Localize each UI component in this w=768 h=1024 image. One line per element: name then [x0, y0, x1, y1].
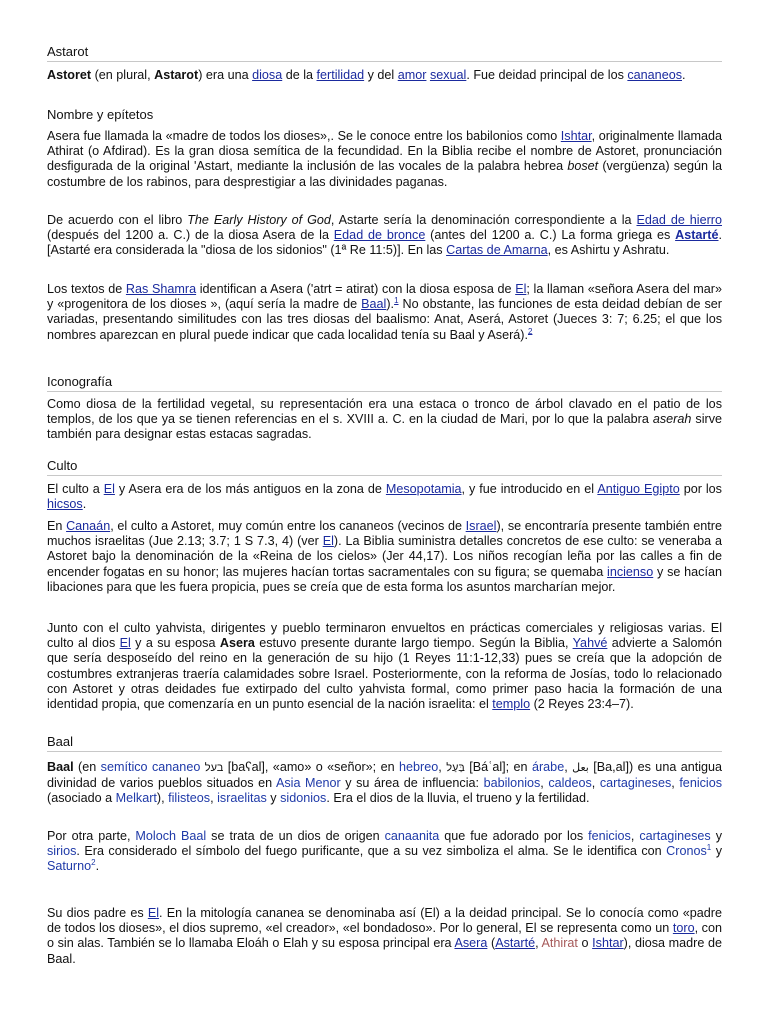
section-heading: Culto: [47, 458, 722, 476]
link-babilonios[interactable]: babilonios: [483, 776, 541, 791]
text-run: ).: [386, 297, 395, 312]
text-run: y del: [364, 68, 398, 82]
text-run: Como diosa de la fertilidad vegetal, su representación era una estaca o tronco de árbol clavado en el patio de los templos, de los que ya se tienen referencias en el s. XVIII a. C. en la ciudad de Mari, por lo que la palabra: [47, 397, 722, 427]
link-mesopotamia[interactable]: Mesopotamia: [385, 482, 462, 496]
footnote-ref-2[interactable]: 2: [91, 858, 96, 868]
text-run: y: [711, 844, 723, 859]
text-run: [Ba,al]) es una antigua divinidad de varios pueblos situados en: [47, 760, 723, 791]
text-run: . Fue deidad principal de los: [466, 68, 628, 82]
term-bold: Baal: [47, 760, 74, 774]
text-run: (después del 1200 a. C.) de la diosa Asera de la: [47, 228, 334, 243]
script-hebrew: בַּעַל: [446, 762, 465, 774]
text-run: El culto a: [47, 482, 104, 496]
term-bold: Astoret: [47, 68, 92, 82]
link-hicsos[interactable]: hicsos: [47, 497, 83, 512]
link-israel[interactable]: Israel: [465, 519, 497, 533]
section-heading: Iconografía: [47, 374, 722, 392]
text-run: Su dios padre es: [47, 906, 148, 920]
link-asera[interactable]: Asera: [454, 936, 488, 951]
link-fenicios[interactable]: fenicios: [679, 776, 723, 791]
text-run: (antes del 1200 a. C.) La forma griega es: [425, 228, 676, 243]
link-cartagineses[interactable]: cartagineses: [599, 776, 672, 791]
text-run: .: [95, 859, 100, 874]
link-cananeos[interactable]: cananeos: [627, 68, 682, 82]
script-arabic: بعل: [572, 762, 589, 774]
text-run: , y fue introducido en el: [461, 482, 598, 496]
text-run: (en plural,: [91, 68, 155, 82]
link-incienso[interactable]: incienso: [607, 564, 654, 579]
link-toro[interactable]: toro: [672, 921, 695, 936]
script-semitic: בעל: [204, 762, 224, 774]
text-run: ) era una: [198, 68, 253, 82]
link-cartas-de-amarna[interactable]: Cartas de Amarna: [446, 243, 548, 258]
text-run: , es Ashirtu y Ashratu.: [547, 243, 670, 258]
link-israelitas[interactable]: israelitas: [217, 791, 267, 806]
link-templo[interactable]: templo: [492, 697, 531, 712]
text-run: y: [266, 791, 281, 806]
link-el[interactable]: El: [147, 906, 160, 920]
term-italic: aserah: [652, 412, 692, 427]
text-run: Por otra parte,: [47, 829, 136, 843]
link-hebreo[interactable]: hebreo: [399, 760, 439, 774]
text-run: ). La Biblia suministra detalles concretos de ese culto: se veneraba a Astoret bajo la denominación de la «Reina de los cielos» (Jer 44,17). Los niños recogían leña por las calles a fin de encender fogatas en su honor; las mujeres hacían tortas sacramentales con su figura; se quemaba: [47, 534, 723, 579]
text-run: .: [82, 497, 87, 512]
section-baal: [47, 734, 722, 752]
text-run: (en: [73, 760, 101, 774]
link-el[interactable]: El: [322, 534, 334, 549]
text-run: En: [47, 519, 67, 533]
link-caldeos[interactable]: caldeos: [548, 776, 592, 791]
text-run: .: [682, 68, 686, 82]
link-astarte[interactable]: Astarté: [495, 936, 536, 951]
section-iconografia: [47, 374, 722, 392]
link-canaanita[interactable]: canaanita: [384, 829, 440, 843]
link-diosa[interactable]: diosa: [252, 68, 283, 82]
paragraph-text: [47, 68, 722, 83]
link-antiguo-egipto[interactable]: Antiguo Egipto: [597, 482, 680, 496]
paragraph-text: [47, 213, 722, 259]
paragraph-text: [47, 397, 722, 443]
paragraph-text: [47, 760, 722, 807]
footnote-ref-1[interactable]: 1: [706, 843, 712, 853]
text-run: (vergüenza) según la costumbre de los rabinos, para desprestigiar a las divinidades paganas.: [47, 159, 723, 189]
text-run: Junto con el culto yahvista, dirigentes y pueblo terminaron envueltos en prácticas comerciales y religiosas varias. El culto al dios: [47, 621, 722, 651]
paragraph-ras-shamra: [47, 282, 722, 343]
link-canaan[interactable]: Canaán: [66, 519, 111, 533]
text-run: [baʕal], «amo» o «señor»; en: [223, 760, 400, 774]
link-el[interactable]: El: [103, 482, 115, 496]
text-run: ,: [535, 936, 542, 951]
footnote-ref-2[interactable]: 2: [527, 326, 533, 336]
link-ishtar[interactable]: Ishtar: [560, 129, 592, 143]
section-astarot: [47, 44, 722, 62]
section-heading: Baal: [47, 734, 722, 752]
text-run: estuvo presente durante largo tiempo. Según la Biblia,: [254, 636, 573, 651]
paragraph-el: [47, 906, 722, 967]
link-melkart[interactable]: Melkart: [115, 791, 157, 806]
text-run: ,: [210, 791, 218, 806]
link-fertilidad[interactable]: fertilidad: [316, 68, 365, 82]
paragraph-text: [47, 519, 722, 595]
text-run: . Era el dios de la lluvia, el trueno y la fertilidad.: [326, 791, 590, 806]
paragraph-text: [47, 906, 722, 967]
text-run: ,: [438, 760, 447, 774]
text-run: identifican a Asera ('atrt = atirat) con la diosa esposa de: [196, 282, 516, 296]
paragraph-text: [47, 482, 722, 512]
footnote-ref-1[interactable]: 1: [394, 296, 399, 306]
link-el[interactable]: El: [515, 282, 527, 296]
text-run: que fue adorado por los: [439, 829, 589, 843]
link-edad-de-hierro[interactable]: Edad de hierro: [636, 213, 722, 227]
link-asia-menor[interactable]: Asia Menor: [275, 776, 341, 791]
text-run: por los: [679, 482, 722, 496]
text-run: . En la mitología cananea se denominaba así (El) a la deidad principal. Se lo conocía como «padre de todos los dioses», el dios supremo, «el creador», «el bondadoso». Por lo general, El se representa como un: [47, 906, 723, 936]
link-baal[interactable]: Baal: [361, 297, 387, 312]
link-yahve[interactable]: Yahvé: [572, 636, 608, 651]
link-cartagineses[interactable]: cartagineses: [639, 829, 711, 843]
link-fenicios[interactable]: fenicios: [588, 829, 631, 843]
text-run: se trata de un dios de origen: [206, 829, 385, 843]
text-run: ), se encontraría presente también entre muchos israelitas (Jue 2.13; 3.7; 1 S 7.3, 4) (ver: [47, 519, 722, 549]
text-run: y se hacían libaciones para que les fuera propicia, pues se creía que de esta forma los asuntos marcharían mejor.: [47, 564, 722, 594]
text-run: , originalmente llamada Athirat (o Afdirad). Es la gran diosa semítica de la fecundidad. En la Biblia recibe el nombre de Astoret, pronunciación desfigurada de la original 'Astart, mediante la inclusión de las vocales de la palabra hebrea: [47, 129, 722, 174]
link-athirat[interactable]: Athirat: [541, 936, 578, 951]
term-italic: boset: [567, 159, 599, 174]
text-run: [Báʿal]; en: [464, 760, 532, 774]
text-run: De acuerdo con el libro: [47, 213, 188, 227]
text-run: y: [710, 829, 722, 843]
paragraph-moloch: [47, 829, 722, 875]
text-run: y su área de influencia:: [340, 776, 484, 791]
text-run: , el culto a Astoret, muy común entre los cananeos (vecinos de: [110, 519, 466, 533]
text-run: o: [577, 936, 593, 951]
text-run: ),: [156, 791, 169, 806]
text-run: Los textos de: [47, 282, 126, 296]
text-run: ; la llaman «señora Asera del mar» y «progenitora de los dioses », (aquí sería la madre de: [47, 282, 723, 312]
subheading-nombre: [47, 107, 722, 122]
link-ras-shamra[interactable]: Ras Shamra: [125, 282, 197, 296]
term-bold: Astarot: [154, 68, 199, 82]
text-run: ), diosa madre de Baal.: [47, 936, 722, 966]
paragraph-text: [47, 282, 722, 343]
link-amor[interactable]: amor: [397, 68, 427, 82]
paragraph-asera: [47, 129, 722, 190]
link-arabe[interactable]: árabe: [531, 760, 565, 774]
text-run: de la: [282, 68, 317, 82]
link-cananeo[interactable]: cananeo: [152, 760, 201, 774]
text-run: . Era considerado el símbolo del fuego purificante, que a su vez simboliza el alma. Se le identifica con: [76, 844, 667, 859]
text-run: (asociado a: [47, 791, 116, 806]
section-heading: Astarot: [47, 44, 722, 62]
text-run: , Astarte sería la denominación correspondiente a la: [330, 213, 637, 227]
link-sirios[interactable]: sirios: [47, 844, 77, 859]
text-run: ,: [630, 829, 640, 843]
paragraph-text: [47, 621, 722, 712]
paragraph-text: [47, 129, 722, 190]
paragraph-culto-el: [47, 482, 722, 512]
text-run: ,: [671, 776, 680, 791]
link-saturno[interactable]: Saturno: [47, 859, 92, 874]
term-italic: The Early History of God: [187, 213, 331, 227]
section-culto: [47, 458, 722, 476]
paragraph-intro: [47, 68, 722, 83]
link-moloch-baal[interactable]: Moloch Baal: [135, 829, 207, 843]
paragraph-iconografia: [47, 397, 722, 443]
text-run: ,: [564, 760, 573, 774]
paragraph-yahvista: [47, 621, 722, 712]
paragraph-baal: [47, 760, 722, 807]
link-sidonios[interactable]: sidonios: [280, 791, 327, 806]
text-run: . [Astarté era considerada la "diosa de los sidonios" (1ª Re 11:5)]. En las: [47, 228, 722, 258]
text-run: sirve también para designar estas estacas sagradas.: [47, 412, 722, 442]
term-bold: Asera: [219, 636, 255, 651]
link-astarte[interactable]: Astarté: [675, 228, 719, 243]
subheading-text: Nombre y epítetos: [47, 107, 154, 122]
link-el[interactable]: El: [119, 636, 131, 651]
text-run: ,: [591, 776, 600, 791]
paragraph-text: [47, 829, 722, 875]
link-edad-de-bronce[interactable]: Edad de bronce: [333, 228, 426, 243]
text-run: y Asera era de los más antiguos en la zona de: [114, 482, 386, 496]
text-run: , con o sin alas. También se lo llamaba Eloáh o Elah y su esposa principal era: [47, 921, 722, 951]
link-filisteos[interactable]: filisteos: [168, 791, 211, 806]
paragraph-canaan: [47, 519, 722, 595]
paragraph-early-history: [47, 213, 722, 259]
text-run: Asera fue llamada la «madre de todos los dioses»,. Se le conoce entre los babilonios como: [47, 129, 561, 143]
text-run: advierte a Salomón que sería desposeído del reino en la generación de su hijo (1 Reyes 11:1-12,33) pues se creía que la adopción de costumbres extranjeras traería calamidades sobre Israel. Posteriormente, con la reforma de Josías, todo lo relacionado con Astoret y otras deidades fue extirpado del culto yahvista formal, como primer paso hacia la formación de una identidad propia, que comenzaría en un punto esencial de la nación israelita: el: [47, 636, 722, 712]
text-run: y a su esposa: [130, 636, 220, 651]
text-run: (: [487, 936, 496, 951]
link-ishtar[interactable]: Ishtar: [592, 936, 624, 951]
link-cronos[interactable]: Cronos: [666, 844, 707, 859]
text-run: (2 Reyes 23:4–7).: [530, 697, 634, 712]
text-run: ,: [540, 776, 549, 791]
link-sexual[interactable]: sexual: [429, 68, 467, 82]
link-semitico[interactable]: semítico: [100, 760, 148, 774]
text-run: No obstante, las funciones de esta deidad debían de ser variadas, presentando similitudes con las tres diosas del baalismo: Anat, Aserá, Astoret (Jueces 3: 7; 6.25; el que los nombres aparezcan en plural puede indicar que cada localidad tenía su Baal y Aserá).: [47, 297, 722, 342]
